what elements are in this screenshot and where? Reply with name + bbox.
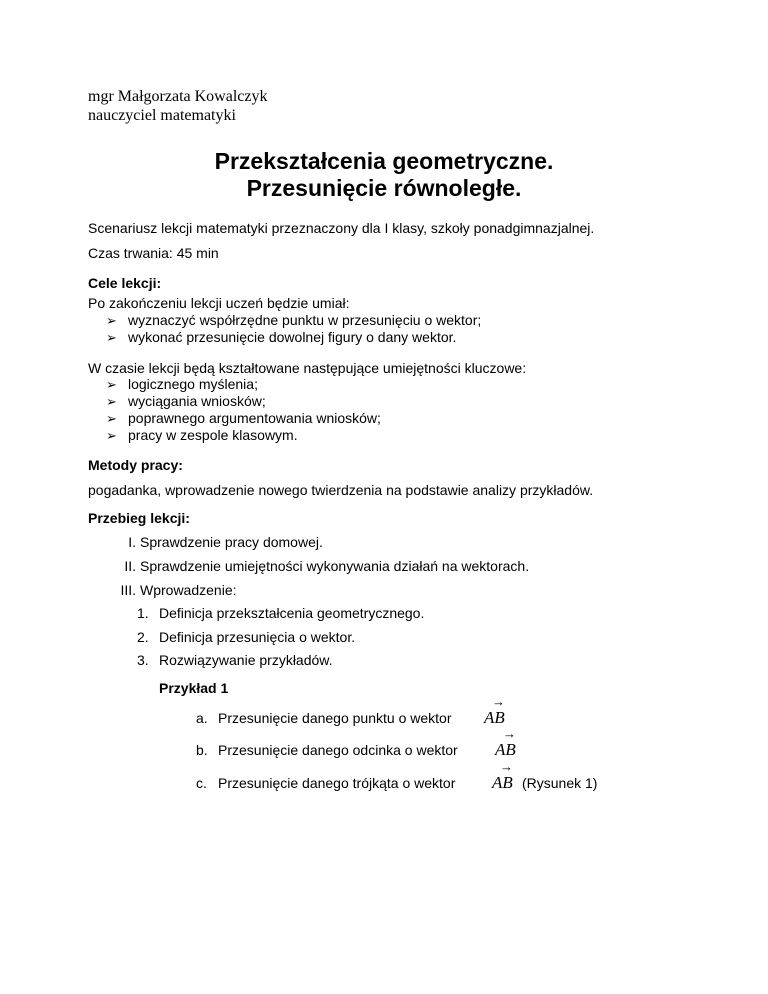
arrow-bullet-icon: ➢ (106, 428, 117, 443)
arrow-bullet-icon: ➢ (106, 394, 117, 409)
duration-text: Czas trwania: 45 min (88, 245, 219, 261)
arrow-bullet-icon: ➢ (106, 377, 117, 392)
list-item: ➢ wykonać przesunięcie dowolnej figury o dany wektor. (106, 329, 457, 345)
document-title (0, 148, 768, 202)
author-role: nauczyciel matematyki (88, 107, 236, 124)
arrow-bullet-icon: ➢ (106, 411, 117, 426)
figure-reference: (Rysunek 1) (522, 775, 598, 791)
skills-list (106, 376, 381, 444)
example-item: b. Przesunięcie danego odcinka o wektor (196, 742, 458, 758)
title-line-1: Przekształcenia geometryczne. (214, 148, 554, 174)
intro-substep: 3. Rozwiązywanie przykładów. (137, 652, 333, 668)
scenario-text: Scenariusz lekcji matematyki przeznaczony dla I klasy, szkoły ponadgimnazjalnej. (88, 220, 595, 236)
author-block (88, 87, 267, 125)
list-item: ➢ poprawnego argumentowania wniosków; (106, 410, 381, 426)
example-item: a. Przesunięcie danego punktu o wektor (196, 710, 452, 726)
vector-ab: → AB (484, 694, 505, 727)
list-item: ➢ pracy w zespole klasowym. (106, 427, 298, 443)
skills-lead: W czasie lekcji będą kształtowane następujące umiejętności kluczowe: (88, 360, 527, 376)
example-item: c. Przesunięcie danego trójkąta o wektor (196, 775, 456, 791)
list-item: ➢ wyciągania wniosków; (106, 393, 266, 409)
course-step: II. Sprawdzenie umiejętności wykonywania działań na wektorach. (124, 558, 530, 574)
methods-text: pogadanka, wprowadzenie nowego twierdzenia na podstawie analizy przykładów. (88, 482, 594, 498)
list-item: ➢ logicznego myślenia; (106, 376, 258, 392)
intro-substep: 1. Definicja przekształcenia geometrycznego. (137, 605, 425, 621)
title-line-2: Przesunięcie równoległe. (246, 175, 522, 201)
goals-lead: Po zakończeniu lekcji uczeń będzie umiał: (88, 295, 350, 311)
example-heading: Przykład 1 (159, 680, 229, 696)
goals-heading: Cele lekcji: (88, 275, 162, 291)
list-item: ➢ wyznaczyć współrzędne punktu w przesunięciu o wektor; (106, 312, 482, 328)
arrow-bullet-icon: ➢ (106, 330, 117, 345)
vector-ab: → AB (492, 759, 513, 792)
course-step: III. Wprowadzenie: (120, 582, 237, 598)
course-step: I. Sprawdzenie pracy domowej. (128, 534, 323, 550)
course-heading: Przebieg lekcji: (88, 510, 190, 526)
methods-heading: Metody pracy: (88, 457, 183, 473)
vector-ab: → AB (495, 726, 516, 759)
author-name: mgr Małgorzata Kowalczyk (88, 88, 268, 105)
intro-substep: 2. Definicja przesunięcia o wektor. (137, 629, 356, 645)
goals-list (106, 312, 481, 346)
arrow-bullet-icon: ➢ (106, 313, 117, 328)
